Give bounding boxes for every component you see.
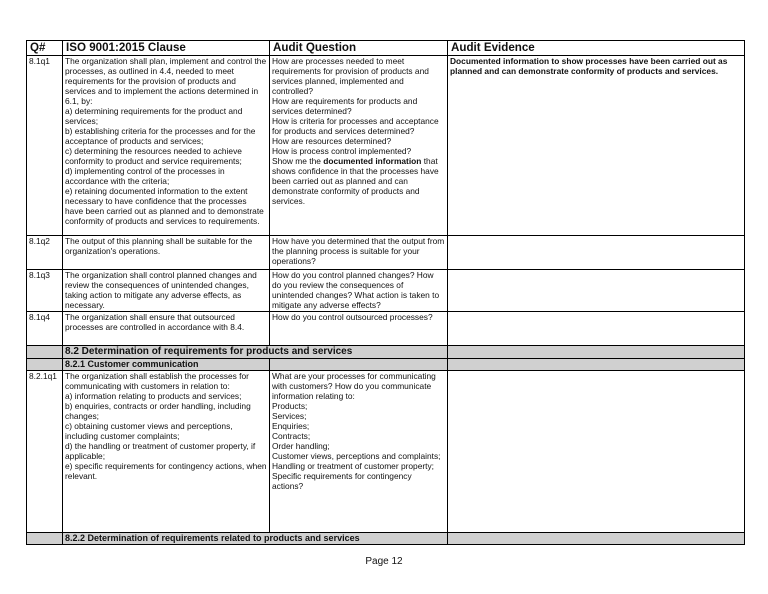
question-number: 8.2.1q1 — [27, 371, 63, 533]
audit-evidence — [448, 236, 745, 270]
audit-question: How have you determined that the output from the planning process is suitable for your operations? — [270, 236, 448, 270]
section-q-cell — [27, 346, 63, 359]
section-evidence-cell — [448, 346, 745, 359]
audit-question: How do you control planned changes? How do you review the consequences of unintended changes? What action is taken to mitigate any adverse effects? — [270, 270, 448, 312]
table-row — [27, 312, 745, 346]
table-row — [27, 371, 745, 533]
header-row — [27, 41, 745, 56]
audit-question-bold: documented information — [323, 156, 422, 166]
header-evidence: Audit Evidence — [448, 41, 745, 56]
table-row — [27, 236, 745, 270]
section-title: 8.2 Determination of requirements for products and services — [63, 346, 448, 359]
subsection-row — [27, 533, 745, 545]
question-number: 8.1q2 — [27, 236, 63, 270]
clause-text: The output of this planning shall be suitable for the organization's operations. — [63, 236, 270, 270]
audit-evidence: Documented information to show processes have been carried out as planned and can demonstrate conformity of products and services. — [448, 56, 745, 236]
audit-evidence — [448, 312, 745, 346]
subsection-evidence-cell — [448, 359, 745, 371]
header-clause: ISO 9001:2015 Clause — [63, 41, 270, 56]
section-row — [27, 346, 745, 359]
page-number: Page 12 — [365, 556, 403, 567]
audit-table — [26, 40, 745, 545]
header-question: Audit Question — [270, 41, 448, 56]
table-row — [27, 270, 745, 312]
audit-question-part: How are processes needed to meet requirements for provision of products and services planned, implemented and controlled? How are requirements for products and services determined? How is criteria for processes and acceptance for products and services determined? How are resources determined? How is process control implemented? Show me the — [272, 56, 439, 166]
question-number: 8.1q3 — [27, 270, 63, 312]
subsection-q-cell — [27, 533, 63, 545]
audit-question-part: that shows confidence in that the processes have been carried out as planned and can demonstrate conformity of products and services. — [272, 156, 439, 206]
question-number: 8.1q1 — [27, 56, 63, 236]
audit-question: How do you control outsourced processes? — [270, 312, 448, 346]
subsection-title: 8.2.1 Customer communication — [63, 359, 270, 371]
clause-text: The organization shall plan, implement and control the processes, as outlined in 4.4, needed to meet requirements for the provision of products and services and to implement the actions determined in 6.1, by: a) determining requirements for the product and services; b) establishing criteria for the processes and for the acceptance of products and services; c) determining the resources needed to achieve conformity to product and service requirements; d) implementing control of the processes in accordance with the criteria; e) retaining documented information to the extent necessary to have confidence that the processes have been carried out as planned and to demonstrate conformity of products and services to requirements. — [63, 56, 270, 236]
subsection-title: 8.2.2 Determination of requirements related to products and services — [63, 533, 448, 545]
question-number: 8.1q4 — [27, 312, 63, 346]
audit-evidence — [448, 270, 745, 312]
audit-question — [270, 56, 448, 236]
header-q: Q# — [27, 41, 63, 56]
clause-text: The organization shall establish the processes for communicating with customers in relation to: a) information relating to products and services; b) enquiries, contracts or order handling, including changes; c) obtaining customer views and perceptions, including customer complaints; d) the handling or treatment of customer property, if applicable; e) specific requirements for contingency actions, when relevant. — [63, 371, 270, 533]
audit-evidence — [448, 371, 745, 533]
subsection-evidence-cell — [448, 533, 745, 545]
subsection-q-cell — [27, 359, 63, 371]
subsection-row — [27, 359, 745, 371]
clause-text: The organization shall ensure that outsourced processes are controlled in accordance with 8.4. — [63, 312, 270, 346]
audit-question: What are your processes for communicating with customers? How do you communicate information relating to: Products; Services; Enquiries; Contracts; Order handling; Customer views, perceptions and complaints; Handling or treatment of customer property; Specific requirements for contingency actions? — [270, 371, 448, 533]
clause-text: The organization shall control planned changes and review the consequences of unintended changes, taking action to mitigate any adverse effects, as necessary. — [63, 270, 270, 312]
table-row — [27, 56, 745, 236]
subsection-question-cell — [270, 359, 448, 371]
